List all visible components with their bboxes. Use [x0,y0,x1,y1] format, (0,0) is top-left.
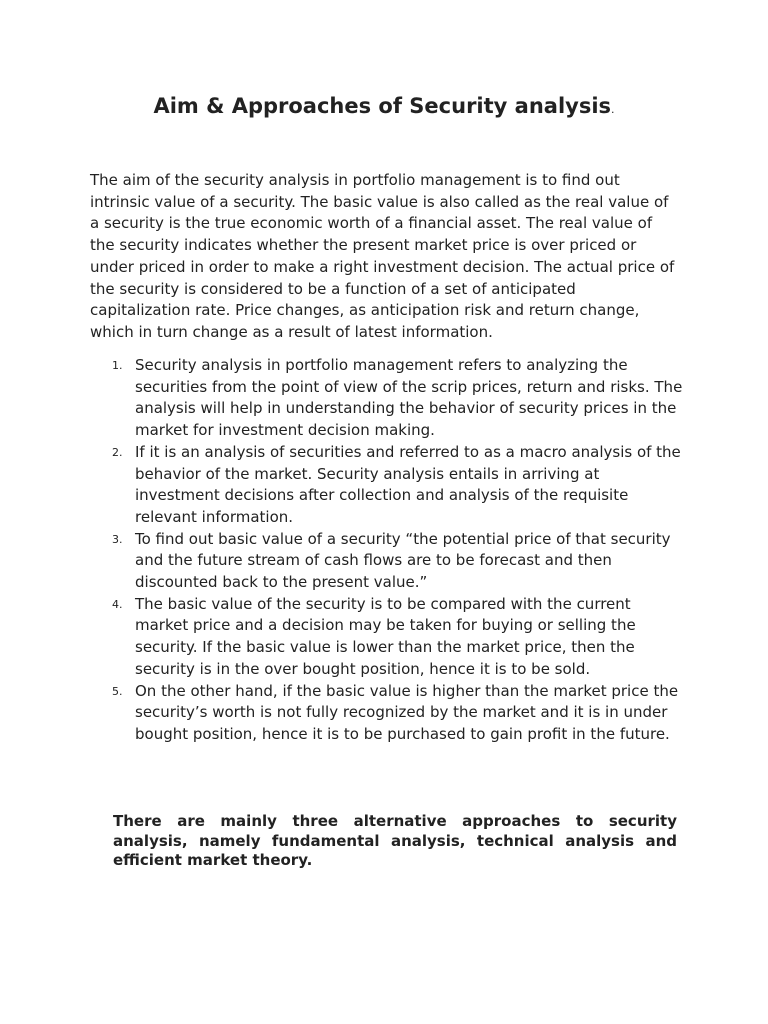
page-title [0,92,768,124]
list-item [0,529,768,594]
list-item-text: Security analysis in portfolio management refers to analyzing the securities from the point of view of the scrip prices, return and risks. The analysis will help in understanding the behavior of security prices in the market for investment decision making. [135,356,683,440]
list-item-number: 5. [112,684,123,698]
page-title-text: Aim & Approaches of Security analysis [153,94,612,118]
list-item-number: 4. [112,597,123,611]
list-item [0,681,768,746]
list-item-text: On the other hand, if the basic value is higher than the market price the security’s worth is not fully recognized by the market and it is in under bought position, hence it is to be purchased to gain profit in the future. [135,681,679,743]
list-item [0,355,768,442]
list-item [0,594,768,681]
numbered-list [0,355,768,746]
list-item-text: The basic value of the security is to be compared with the current market price and a decision may be taken for buying or selling the security. If the basic value is lower than the market price, then the security is in the over bought position, hence it is to be sold. [135,594,636,678]
list-item [0,442,768,529]
page-title-period: . [611,103,615,116]
intro-paragraph: The aim of the security analysis in portfolio management is to find out intrinsic value of a security. The basic value is also called as the real value of a security is the true economic worth of a financial asset. The real value of the security indicates whether the present market price is over priced or under priced in order to make a right investment decision. The actual price of the security is considered to be a function of a set of anticipated capitalization rate. Price changes, as anticipation risk and return change, which in turn change as a result of latest information. [90,171,675,341]
list-item-number: 3. [112,532,123,546]
list-item-text: If it is an analysis of securities and referred to as a macro analysis of the behavior of the market. Security analysis entails in arriving at investment decisions after collection and analysis of the requisite relevant information. [135,442,681,526]
list-item-number: 1. [112,359,123,372]
list-item-number: 2. [112,445,123,459]
closing-paragraph: There are mainly three alternative approaches to security analysis, namely fundamental analysis, technical analysis and efficient market theory. [113,812,677,869]
list-item-text: To find out basic value of a security “the potential price of that security and the future stream of cash flows are to be forecast and then discounted back to the present value.” [135,529,671,592]
